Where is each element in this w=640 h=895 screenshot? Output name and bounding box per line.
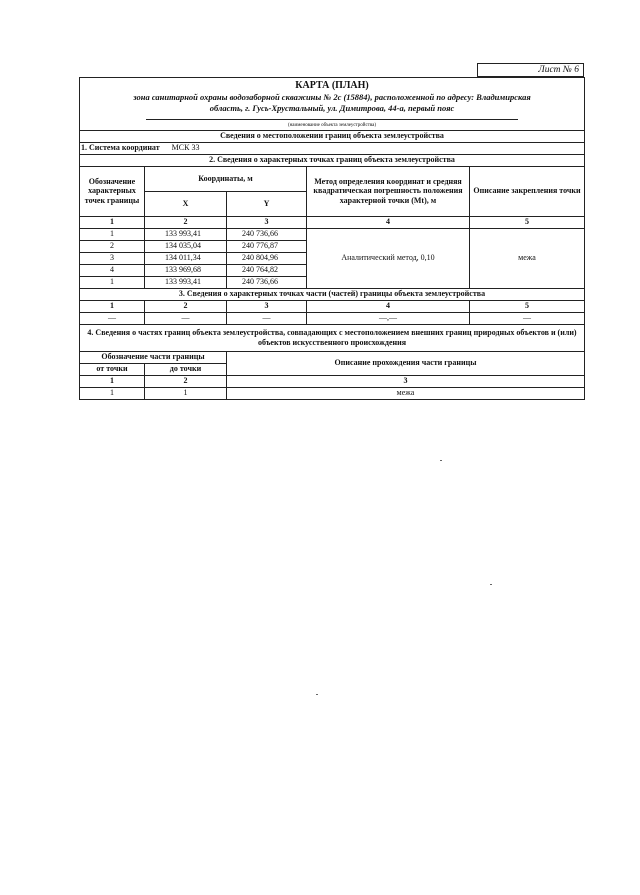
scan-speck xyxy=(490,584,492,585)
col-number: 4 xyxy=(307,216,470,228)
subtitle-underline xyxy=(146,119,518,120)
form-table xyxy=(79,77,585,352)
col-number: 5 xyxy=(470,216,585,228)
y-cell: 240 776,87 xyxy=(227,240,307,252)
y-cell: 240 736,66 xyxy=(227,276,307,288)
table-row xyxy=(80,312,585,324)
table-row xyxy=(80,228,585,240)
y-cell: 240 804,96 xyxy=(227,252,307,264)
x-cell: 134 035,04 xyxy=(145,240,227,252)
y-cell: 240 764,82 xyxy=(227,264,307,276)
col-number: 1 xyxy=(80,375,145,387)
dash-cell: —,— xyxy=(307,312,470,324)
col-number: 3 xyxy=(227,375,585,387)
section2-title: 2. Сведения о характерных точках границ объекта землеустройства xyxy=(80,154,585,166)
col-passage-header: Описание прохождения части границы xyxy=(227,351,585,375)
x-cell: 134 011,34 xyxy=(145,252,227,264)
x-cell: 133 993,41 xyxy=(145,228,227,240)
y-cell: 240 736,66 xyxy=(227,228,307,240)
col-coords-header: Координаты, м xyxy=(145,166,307,191)
col-method-header: Метод определения координат и средняя квадратическая погрешность положения характерной точки (Mt), м xyxy=(307,166,470,216)
col-number: 3 xyxy=(227,216,307,228)
col-number: 4 xyxy=(307,300,470,312)
from-cell: 1 xyxy=(80,387,145,399)
point-cell: 4 xyxy=(80,264,145,276)
section3-col-numbers xyxy=(80,300,585,312)
dash-cell: — xyxy=(470,312,585,324)
desc-cell: межа xyxy=(470,228,585,288)
col-number: 2 xyxy=(145,375,227,387)
coord-system-value: МСК 33 xyxy=(171,143,200,153)
object-caption: (наименование объекта землеустройства) xyxy=(287,122,377,128)
dash-cell: — xyxy=(80,312,145,324)
point-cell: 1 xyxy=(80,228,145,240)
document-subtitle-line1: зона санитарной охраны водозаборной скважины № 2с (15884), расположенной по адресу: Владимирская xyxy=(133,92,531,102)
col-desc-header: Описание закрепления точки xyxy=(470,166,585,216)
section3-title: 3. Сведения о характерных точках части (частей) границы объекта землеустройства xyxy=(80,288,585,300)
col-number: 2 xyxy=(145,300,227,312)
method-cell: Аналитический метод, 0,10 xyxy=(307,228,470,288)
table-row xyxy=(80,387,585,399)
scan-speck xyxy=(440,460,442,461)
dash-cell: — xyxy=(227,312,307,324)
point-cell: 3 xyxy=(80,252,145,264)
col-number: 5 xyxy=(470,300,585,312)
col-part-header: Обозначение части границы xyxy=(80,351,227,363)
dash-cell: — xyxy=(145,312,227,324)
section4-table xyxy=(79,351,585,400)
scan-speck xyxy=(316,694,318,695)
col-number: 1 xyxy=(80,216,145,228)
col-point-header: Обозначение характерных точек границы xyxy=(80,166,145,216)
document-subtitle-line2: область, г. Гусь-Хрустальный, ул. Димитрова, 44-а, первый пояс xyxy=(209,102,455,113)
x-cell: 133 993,41 xyxy=(145,276,227,288)
col-number: 1 xyxy=(80,300,145,312)
x-cell: 133 969,68 xyxy=(145,264,227,276)
section2-col-numbers xyxy=(80,216,585,228)
document-header xyxy=(80,78,585,131)
section4-title: 4. Сведения о частях границ объекта землеустройства, совпадающих с местоположением внешних границ природных объектов и (или) объектов искусственного происхождения xyxy=(80,324,585,351)
col-number: 2 xyxy=(145,216,227,228)
point-cell: 1 xyxy=(80,276,145,288)
to-cell: 1 xyxy=(145,387,227,399)
coord-system-label: 1. Система координат xyxy=(81,143,160,153)
sheet-number-label: Лист № 6 xyxy=(477,63,584,77)
location-section-title: Сведения о местоположении границ объекта землеустройства xyxy=(80,130,585,142)
passage-cell: межа xyxy=(227,387,585,399)
map-plan-form xyxy=(79,77,584,400)
col-y-header: Y xyxy=(227,191,307,216)
col-number: 3 xyxy=(227,300,307,312)
coord-system-row xyxy=(80,142,585,154)
document-title: КАРТА (ПЛАН) xyxy=(295,80,369,91)
point-cell: 2 xyxy=(80,240,145,252)
section4-col-numbers xyxy=(80,375,585,387)
col-x-header: X xyxy=(145,191,227,216)
col-to-header: до точки xyxy=(145,363,227,375)
col-from-header: от точки xyxy=(80,363,145,375)
